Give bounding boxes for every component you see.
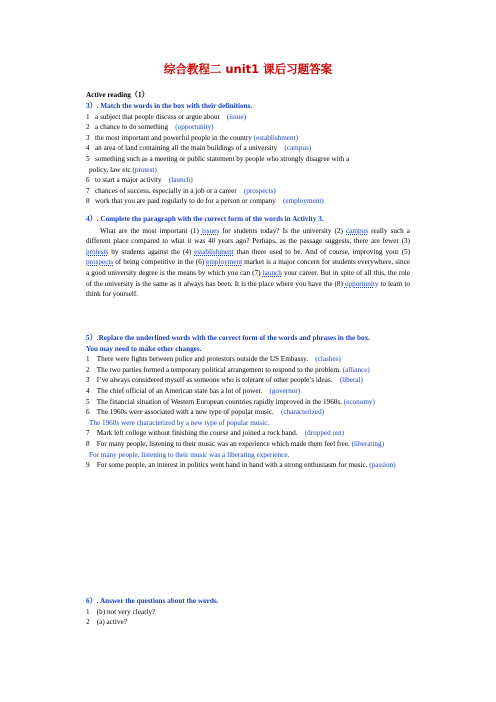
list-item-continuation: policy, law etc (protest) [89, 165, 157, 174]
active-reading-heading: Active reading（1） [86, 91, 149, 99]
list-item: 1 (b) not very clearly? [86, 607, 156, 616]
exercise-5 [86, 333, 410, 471]
exercise-5-heading: 5）.Replace the underlined words with the correct form of the words and phrases in the box. [86, 334, 370, 342]
list-item: 6 to start a major activity (launch) [86, 176, 193, 185]
rewritten-sentence: For many people, listening to their music was a liberating experience. [89, 450, 290, 459]
list-item: 4 The chief official of an American state has a lot of power. (governor) [86, 386, 301, 395]
list-item: 1 There were fights between police and protestors outside the US Embassy. (clashes) [86, 355, 341, 364]
exercise-6 [86, 596, 410, 628]
list-item: 8 For many people, listening to their music was an experience which made them feel free. (liberating) [86, 439, 384, 448]
list-item: 5 The financial situation of Western European countries rapidly improved in the 1960s. (economy) [86, 397, 375, 406]
list-item: 1 a subject that people discuss or argue about (issue) [86, 112, 246, 121]
list-item: 2 The two parties formed a temporary political arrangement to respond to the problem. (alliance) [86, 365, 370, 374]
list-item: 9 For some people, an interest in politics went hand in hand with a strong enthusiasm for music. (passion) [86, 461, 396, 470]
list-item: 2 (a) active? [86, 618, 127, 627]
rewritten-sentence: The 1960s were characterized by a new type of popular music. [89, 418, 270, 427]
list-item: 5 something such as a meeting or public statement by people who strongly disagree with a [86, 154, 350, 163]
list-item: 2 a chance to do something (opportunity) [86, 123, 214, 132]
exercise-6-heading: 6）. Answer the questions about the words. [86, 597, 219, 605]
list-item: 3 I’ve always considered myself as someone who is tolerant of other people’s ideas. (liberal) [86, 376, 363, 385]
list-item: 7 chances of success, especially in a job or a career (prospects) [86, 186, 276, 195]
list-item: 6 The 1960s were associated with a new type of popular music. (characterized) [86, 408, 325, 417]
exercise-4-heading: 4）. Complete the paragraph with the correct form of the words in Activity 3. [86, 215, 324, 223]
exercise-4-paragraph: What are the most important (1) issues for students today? Is the university (2) campus really such a different place compared to what it was 40 years ago? Perhaps, as the passage suggests, there are fewer (3) protests by students against the (4) establishment than there used to be. And of course, improving your (5) prospects of being competitive in the (6) employment market is a major concern for students everywhere, since a good university degree is the means by which you can (7) launch your career. But in spite of all this, the role of the university is the same as it always has been. It is the place where you have the (8) opportunity to learn to think for yourself. [86, 226, 410, 299]
list-item: 8 work that you are paid regularly to do for a person or company (employment) [86, 197, 324, 206]
exercise-5-subheading: You may need to make other changes. [86, 344, 202, 353]
list-item: 4 an area of land containing all the main buildings of a university (campus) [86, 144, 312, 153]
list-item: 7 Mark left college without finishing the course and joined a rock band. (dropped out) [86, 429, 345, 438]
document-title: 综合教程二 unit1 课后习题答案 [163, 62, 333, 76]
list-item: 3 the most important and powerful people in the country (establishment) [86, 133, 298, 142]
exercise-4 [86, 214, 410, 300]
exercise-3-heading: 3）. Match the words in the box with their definitions. [86, 102, 253, 110]
exercise-3 [86, 101, 410, 207]
